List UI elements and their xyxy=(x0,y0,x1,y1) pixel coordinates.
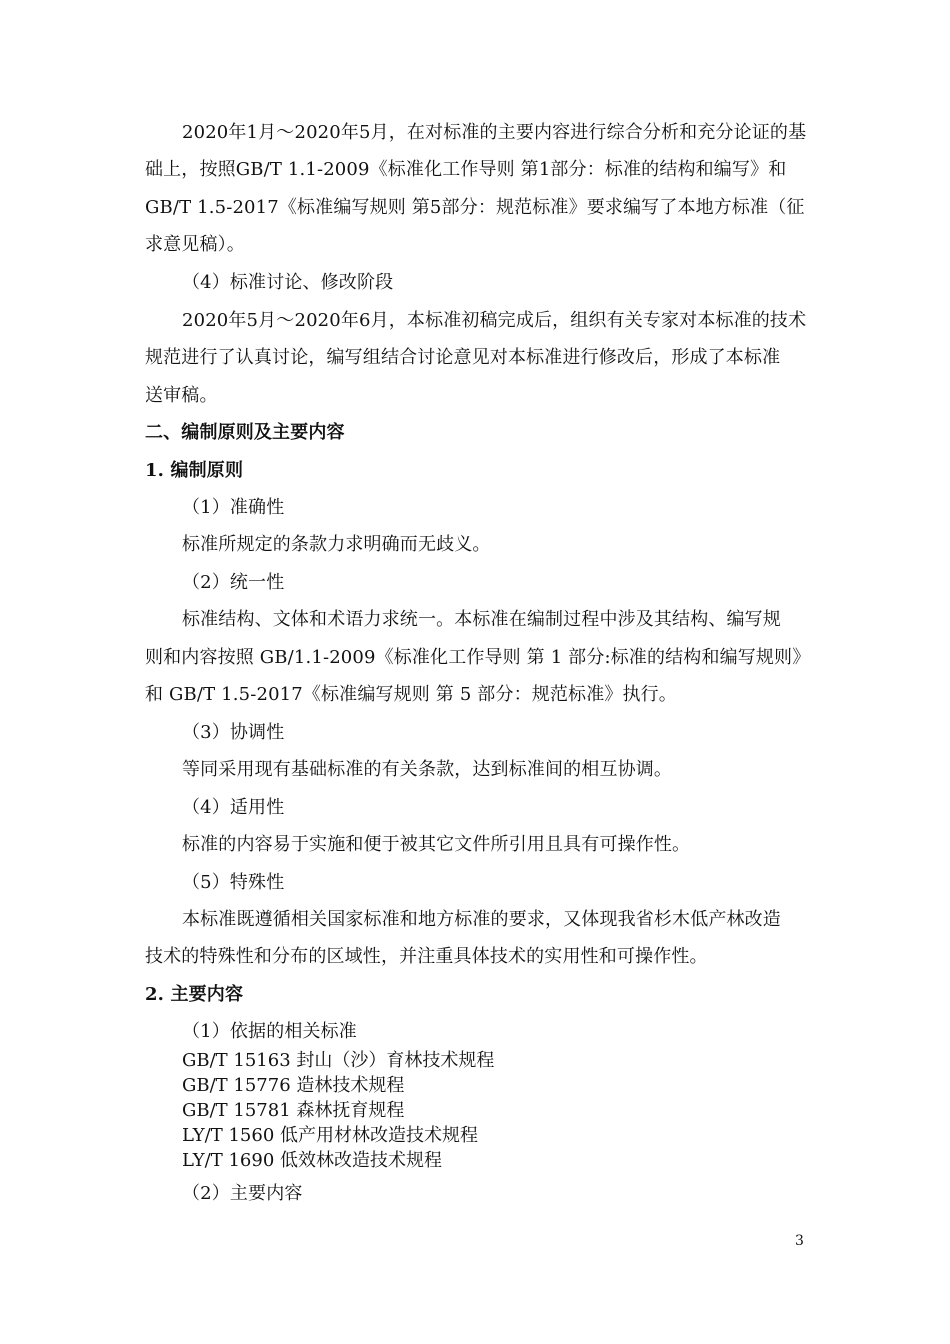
standard-item: LY/T 1560 低产用材林改造技术规程 xyxy=(182,1125,479,1146)
principle-label: （2）统一性 xyxy=(182,572,285,593)
principle-text: 标准结构、文体和术语力求统一。本标准在编制过程中涉及其结构、编写规 xyxy=(182,609,781,630)
standard-item: GB/T 15781 森林抚育规程 xyxy=(182,1100,405,1121)
standard-item: LY/T 1690 低效林改造技术规程 xyxy=(182,1150,443,1171)
standard-item: GB/T 15163 封山（沙）育林技术规程 xyxy=(182,1050,495,1071)
subsection-heading: 1. 编制原则 xyxy=(145,460,244,481)
principle-text: 等同采用现有基础标准的有关条款，达到标准间的相互协调。 xyxy=(182,759,673,780)
content-label: （2）主要内容 xyxy=(182,1183,303,1204)
body-text-line: 2020年5月～2020年6月，本标准初稿完成后，组织有关专家对本标准的技术 xyxy=(182,310,807,331)
standard-item: GB/T 15776 造林技术规程 xyxy=(182,1075,405,1096)
body-text-line: 求意见稿）。 xyxy=(145,234,245,255)
page-number: 3 xyxy=(795,1233,804,1249)
principle-label: （3）协调性 xyxy=(182,722,285,743)
principle-text: 则和内容按照 GB/1.1-2009《标准化工作导则 第 1 部分:标准的结构和编写规则》 xyxy=(145,647,811,668)
body-text-line: 规范进行了认真讨论，编写组结合讨论意见对本标准进行修改后，形成了本标准 xyxy=(145,347,781,368)
body-text-line: 送审稿。 xyxy=(145,385,218,406)
content-label: （1）依据的相关标准 xyxy=(182,1021,357,1042)
principle-text: 和 GB/T 1.5-2017《标准编写规则 第 5 部分：规范标准》执行。 xyxy=(145,684,677,705)
principle-text: 标准的内容易于实施和便于被其它文件所引用且具有可操作性。 xyxy=(182,834,691,855)
body-text-line: GB/T 1.5-2017《标准编写规则 第5部分：规范标准》要求编写了本地方标准（征 xyxy=(145,197,805,218)
principle-label: （5）特殊性 xyxy=(182,872,285,893)
section-heading: 二、编制原则及主要内容 xyxy=(145,422,345,443)
subsection-heading: 2. 主要内容 xyxy=(145,984,244,1005)
principle-text: 本标准既遵循相关国家标准和地方标准的要求，又体现我省杉木低产林改造 xyxy=(182,909,781,930)
principle-text: 标准所规定的条款力求明确而无歧义。 xyxy=(182,534,491,555)
stage-heading: （4）标准讨论、修改阶段 xyxy=(182,272,394,293)
principle-label: （1）准确性 xyxy=(182,497,285,518)
body-text-line: 础上，按照GB/T 1.1-2009《标准化工作导则 第1部分：标准的结构和编写》和 xyxy=(145,159,787,180)
principle-label: （4）适用性 xyxy=(182,797,285,818)
body-text-line: 2020年1月～2020年5月，在对标准的主要内容进行综合分析和充分论证的基 xyxy=(182,122,807,143)
principle-text: 技术的特殊性和分布的区域性，并注重具体技术的实用性和可操作性。 xyxy=(145,946,708,967)
